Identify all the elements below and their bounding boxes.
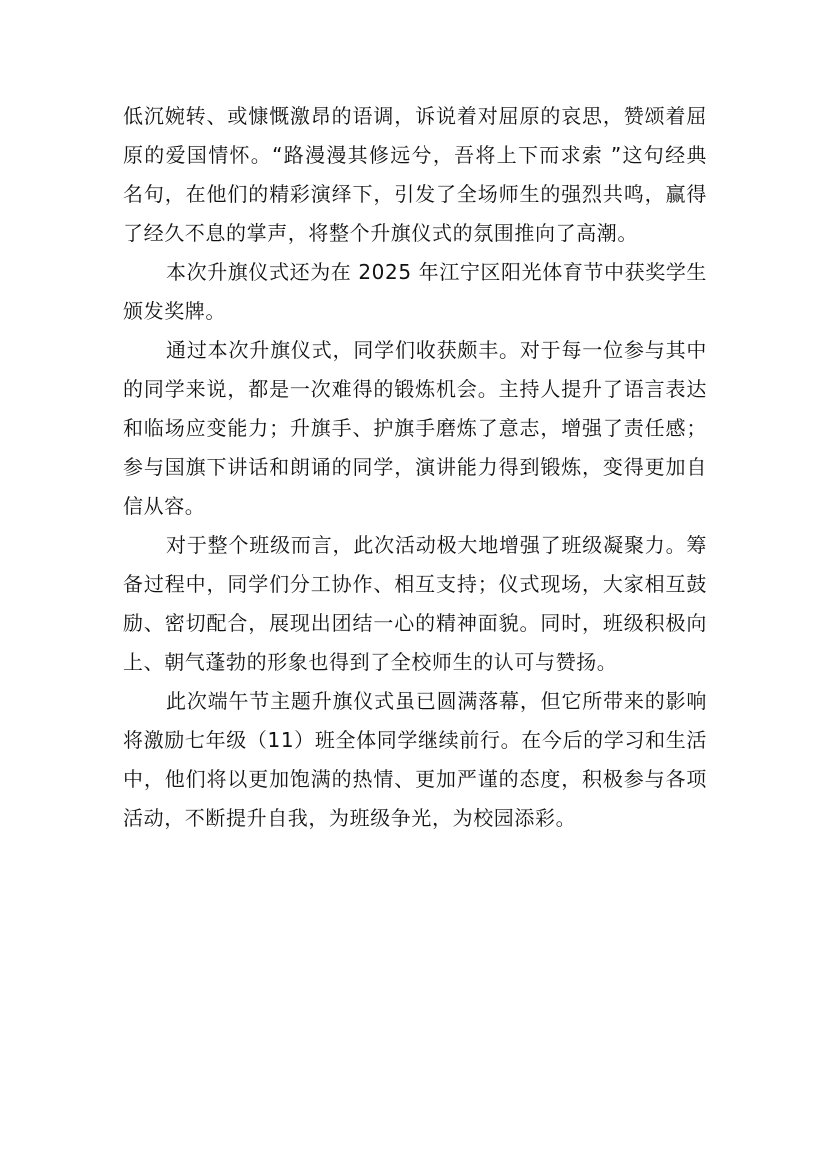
paragraph-3: 通过本次升旗仪式，同学们收获颇丰。对于每一位参与其中的同学来说，都是一次难得的锻炼机会。主持人提升了语言表达和临场应变能力；升旗手、护旗手磨炼了意志，增强了责任感；参与国旗下讲话和朗诵的同学，演讲能力得到锻炼，变得更加自信从容。: [123, 338, 707, 518]
paragraph-2: 本次升旗仪式还为在 2025 年江宁区阳光体育节中获奖学生颁发奖牌。: [123, 260, 708, 323]
paragraph-5: 此次端午节主题升旗仪式虽已圆满落幕，但它所带来的影响将激励七年级（11）班全体同学继续前行。在今后的学习和生活中，他们将以更加饱满的热情、更加严谨的态度，积极参与各项活动，不断提升自我，为班级争光，为校园添彩。: [123, 689, 707, 830]
paragraph-1: 低沉婉转、或慷慨激昂的语调，诉说着对屈原的哀思，赞颂着屈原的爱国情怀。“路漫漫其修远兮，吾将上下而求索 ”这句经典名句，在他们的精彩演绎下，引发了全场师生的强烈共鸣，赢得了经久不息的掌声，将整个升旗仪式的氛围推向了高潮。: [123, 104, 707, 245]
document-body: [123, 97, 707, 838]
paragraph-4: 对于整个班级而言，此次活动极大地增强了班级凝聚力。筹备过程中，同学们分工协作、相互支持；仪式现场，大家相互鼓励、密切配合，展现出团结一心的精神面貌。同时，班级积极向上、朝气蓬勃的形象也得到了全校师生的认可与赞扬。: [123, 533, 707, 674]
